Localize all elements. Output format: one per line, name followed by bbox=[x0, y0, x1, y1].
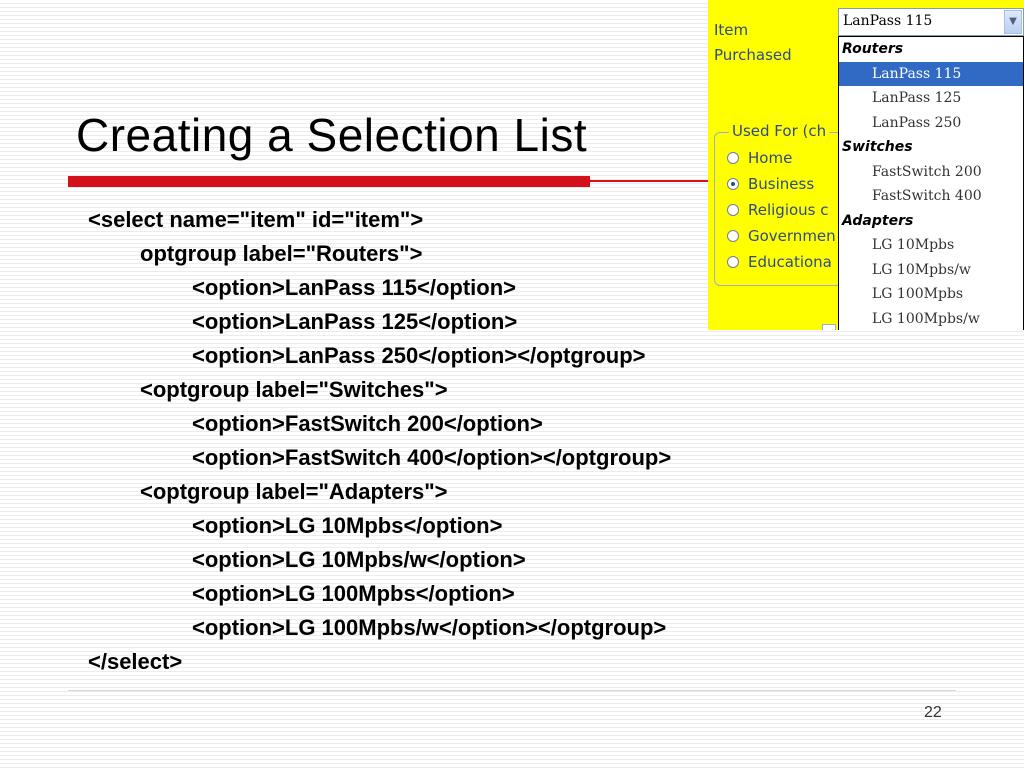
code-line: </select> bbox=[88, 649, 183, 674]
radio-button[interactable] bbox=[727, 204, 739, 216]
code-line: <option>LanPass 125</option> bbox=[192, 309, 518, 334]
footer-divider bbox=[68, 690, 956, 691]
dropdown-option[interactable]: FastSwitch 400 bbox=[872, 188, 982, 204]
code-line: <option>LanPass 115</option> bbox=[192, 275, 516, 300]
used-for-legend: Used For (ch bbox=[729, 122, 829, 140]
radio-government[interactable] bbox=[727, 227, 836, 245]
radio-label: Governmen bbox=[748, 227, 836, 245]
radio-educational[interactable] bbox=[727, 253, 832, 271]
code-line: optgroup label="Routers"> bbox=[140, 241, 423, 266]
code-line: <optgroup label="Adapters"> bbox=[140, 479, 448, 504]
dropdown-option-selected[interactable]: LanPass 115 bbox=[839, 62, 1023, 87]
dropdown-option[interactable]: LanPass 125 bbox=[872, 90, 962, 106]
hidden-control-edge bbox=[822, 324, 836, 330]
code-line: <option>LG 10Mpbs</option> bbox=[192, 513, 503, 538]
title-underline-thin bbox=[590, 180, 710, 182]
item-label-line: Item bbox=[714, 21, 749, 39]
radio-business[interactable] bbox=[727, 175, 814, 193]
item-dropdown-list[interactable] bbox=[838, 36, 1024, 330]
code-sample bbox=[88, 203, 671, 679]
code-line: <optgroup label="Switches"> bbox=[140, 377, 448, 402]
code-line: <select name="item" id="item"> bbox=[88, 207, 424, 232]
form-screenshot bbox=[708, 0, 1024, 330]
code-line: <option>LG 10Mpbs/w</option> bbox=[192, 547, 526, 572]
dropdown-option[interactable]: LanPass 250 bbox=[872, 114, 962, 131]
radio-button[interactable] bbox=[727, 230, 739, 242]
dropdown-option[interactable]: LG 100Mpbs/w bbox=[872, 310, 980, 327]
radio-label: Home bbox=[748, 149, 793, 167]
dropdown-group-switches: Switches bbox=[842, 139, 913, 155]
radio-button[interactable] bbox=[727, 256, 739, 268]
radio-label: Educationa bbox=[748, 253, 832, 271]
dropdown-option[interactable]: FastSwitch 200 bbox=[872, 163, 982, 180]
radio-label: Business bbox=[748, 175, 815, 193]
code-line: <option>LanPass 250</option></optgroup> bbox=[192, 343, 646, 368]
dropdown-option[interactable]: LG 100Mpbs bbox=[872, 286, 964, 302]
radio-home[interactable] bbox=[727, 149, 792, 167]
page-number: 22 bbox=[924, 704, 942, 721]
title-underline-bar bbox=[68, 176, 590, 187]
page-title: Creating a Selection List bbox=[76, 109, 588, 161]
radio-button[interactable] bbox=[727, 152, 739, 164]
dropdown-option[interactable]: LG 10Mpbs/w bbox=[872, 261, 971, 278]
code-line: <option>LG 100Mpbs/w</option></optgroup> bbox=[192, 615, 667, 640]
radio-button-checked[interactable] bbox=[727, 178, 739, 190]
item-label-line: Purchased bbox=[714, 46, 792, 64]
chevron-down-icon[interactable]: ▼ bbox=[1004, 10, 1022, 34]
dropdown-group-adapters: Adapters bbox=[842, 212, 914, 229]
code-line: <option>FastSwitch 400</option></optgroup> bbox=[192, 445, 672, 470]
radio-religious[interactable] bbox=[727, 201, 829, 219]
dropdown-group-routers: Routers bbox=[842, 41, 904, 57]
code-line: <option>FastSwitch 200</option> bbox=[192, 411, 543, 436]
radio-label: Religious c bbox=[748, 201, 829, 219]
item-purchased-label bbox=[714, 18, 792, 68]
item-select[interactable] bbox=[838, 8, 1024, 36]
select-current-value: LanPass 115 bbox=[843, 13, 933, 29]
dropdown-option[interactable]: LG 10Mpbs bbox=[872, 237, 955, 253]
code-line: <option>LG 100Mpbs</option> bbox=[192, 581, 515, 606]
